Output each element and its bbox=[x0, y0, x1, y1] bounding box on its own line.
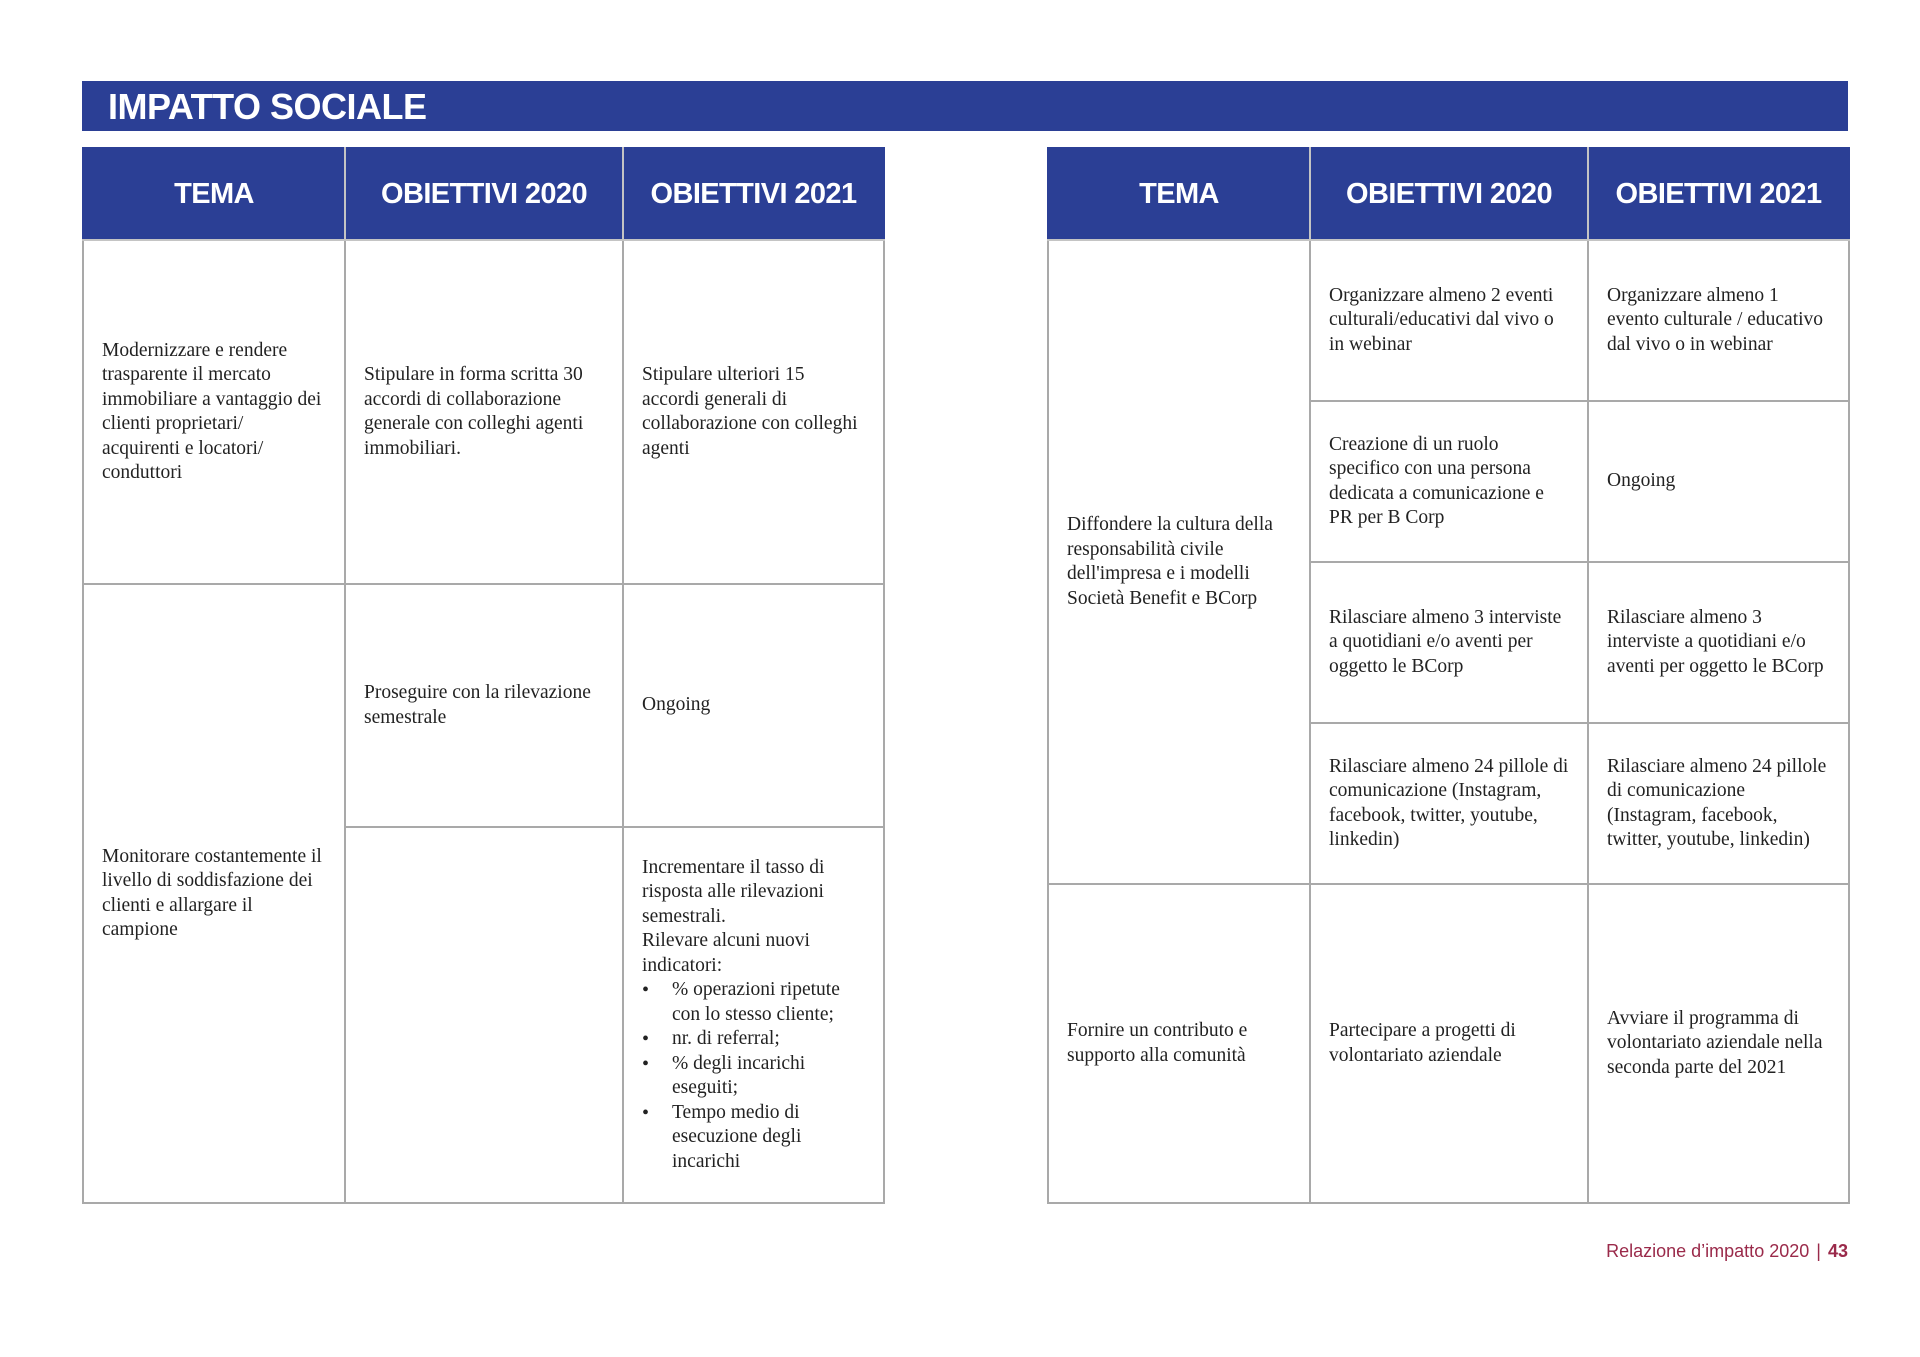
tema-cell bbox=[83, 240, 345, 584]
section-banner bbox=[82, 81, 1848, 131]
obiettivi-2020-cell-empty bbox=[345, 827, 623, 1203]
obiettivi-2021-cell bbox=[1588, 240, 1849, 401]
obiettivi-2020-cell bbox=[345, 240, 623, 584]
obiettivi-2021-text: Rilasciare almeno 24 pillole di comunicazione (Instagram, facebook, twitter, youtube, linkedin) bbox=[1607, 755, 1827, 850]
obiettivi-2020-cell bbox=[1310, 884, 1588, 1203]
tema-text: Diffondere la cultura della responsabilità civile dell'impresa e i modelli Società Benefit e BCorp bbox=[1067, 514, 1273, 609]
obiettivi-2020-text: Proseguire con la rilevazione semestrale bbox=[364, 682, 591, 728]
header-tema: TEMA bbox=[83, 148, 345, 240]
obiettivi-2020-cell bbox=[1310, 401, 1588, 562]
footer-separator: | bbox=[1816, 1241, 1821, 1261]
list-item: • nr. di referral; bbox=[672, 1027, 865, 1052]
obiettivi-2021-cell bbox=[1588, 401, 1849, 562]
obiettivi-2020-cell bbox=[1310, 562, 1588, 723]
header-obiettivi-2021: OBIETTIVI 2021 bbox=[1588, 148, 1849, 240]
obiettivi-2021-text: Rilasciare almeno 3 interviste a quotidiani e/o aventi per oggetto le BCorp bbox=[1607, 606, 1824, 677]
tema-text: Modernizzare e rendere trasparente il mercato immobiliare a vantaggio dei clienti proprietari/ acquirenti e locatori/ conduttori bbox=[102, 339, 322, 483]
obiettivi-2021-cell bbox=[1588, 723, 1849, 884]
obiettivi-2021-cell bbox=[623, 240, 884, 584]
indicator-list bbox=[642, 978, 865, 1174]
tema-cell bbox=[83, 584, 345, 1203]
table-header-row bbox=[83, 148, 884, 240]
obiettivi-2021-cell bbox=[623, 584, 884, 827]
tema-text: Fornire un contributo e supporto alla comunità bbox=[1067, 1020, 1248, 1066]
table-row bbox=[83, 240, 884, 584]
table-row bbox=[1048, 240, 1849, 401]
tema-text: Monitorare costantemente il livello di soddisfazione dei clienti e allargare il campione bbox=[102, 845, 322, 940]
section-title: IMPATTO SOCIALE bbox=[108, 86, 427, 127]
list-item: • Tempo medio di esecuzione degli incarichi bbox=[672, 1101, 865, 1175]
report-title: Relazione d’impatto 2020 bbox=[1606, 1241, 1810, 1261]
header-tema: TEMA bbox=[1048, 148, 1310, 240]
table-row bbox=[1048, 884, 1849, 1203]
obiettivi-2020-cell bbox=[1310, 723, 1588, 884]
obiettivi-2020-cell bbox=[1310, 240, 1588, 401]
obiettivi-2021-intro: Incrementare il tasso di risposta alle rilevazioni semestrali. bbox=[642, 856, 825, 927]
header-obiettivi-2020: OBIETTIVI 2020 bbox=[345, 148, 623, 240]
obiettivi-2020-cell bbox=[345, 584, 623, 827]
obiettivi-2020-text: Organizzare almeno 2 eventi culturali/educativi dal vivo o in webinar bbox=[1329, 284, 1554, 355]
header-obiettivi-2020: OBIETTIVI 2020 bbox=[1310, 148, 1588, 240]
obiettivi-2020-text: Partecipare a progetti di volontariato aziendale bbox=[1329, 1020, 1516, 1066]
obiettivi-2020-text: Rilasciare almeno 24 pillole di comunicazione (Instagram, facebook, twitter, youtube, linkedin) bbox=[1329, 755, 1569, 850]
table-row bbox=[83, 584, 884, 827]
list-item: • % degli incarichi eseguiti; bbox=[672, 1052, 865, 1101]
obiettivi-2021-cell bbox=[623, 827, 884, 1203]
obiettivi-2020-text: Stipulare in forma scritta 30 accordi di collaborazione generale con colleghi agenti immobiliari. bbox=[364, 364, 584, 459]
objectives-table-right bbox=[1047, 147, 1850, 1204]
obiettivi-2021-cell bbox=[1588, 562, 1849, 723]
tema-cell bbox=[1048, 884, 1310, 1203]
table-header-row bbox=[1048, 148, 1849, 240]
obiettivi-2021-subtitle: Rilevare alcuni nuovi indicatori: bbox=[642, 930, 810, 976]
obiettivi-2021-cell bbox=[1588, 884, 1849, 1203]
tema-cell bbox=[1048, 240, 1310, 884]
obiettivi-2021-text: Avviare il programma di volontariato aziendale nella seconda parte del 2021 bbox=[1607, 1007, 1823, 1078]
page-footer bbox=[1606, 1241, 1848, 1262]
page-number: 43 bbox=[1827, 1241, 1848, 1261]
obiettivi-2020-text: Rilasciare almeno 3 interviste a quotidiani e/o aventi per oggetto le BCorp bbox=[1329, 606, 1562, 677]
obiettivi-2021-text: Organizzare almeno 1 evento culturale / educativo dal vivo o in webinar bbox=[1607, 284, 1824, 355]
list-item: • % operazioni ripetute con lo stesso cliente; bbox=[672, 978, 865, 1027]
obiettivi-2021-text: Ongoing bbox=[1607, 470, 1676, 492]
obiettivi-2021-text: Stipulare ulteriori 15 accordi generali di collaborazione con colleghi agenti bbox=[642, 364, 858, 459]
obiettivi-2021-text: Ongoing bbox=[642, 694, 711, 716]
header-obiettivi-2021: OBIETTIVI 2021 bbox=[623, 148, 884, 240]
objectives-table-left bbox=[82, 147, 885, 1204]
obiettivi-2020-text: Creazione di un ruolo specifico con una persona dedicata a comunicazione e PR per B Corp bbox=[1329, 433, 1544, 528]
